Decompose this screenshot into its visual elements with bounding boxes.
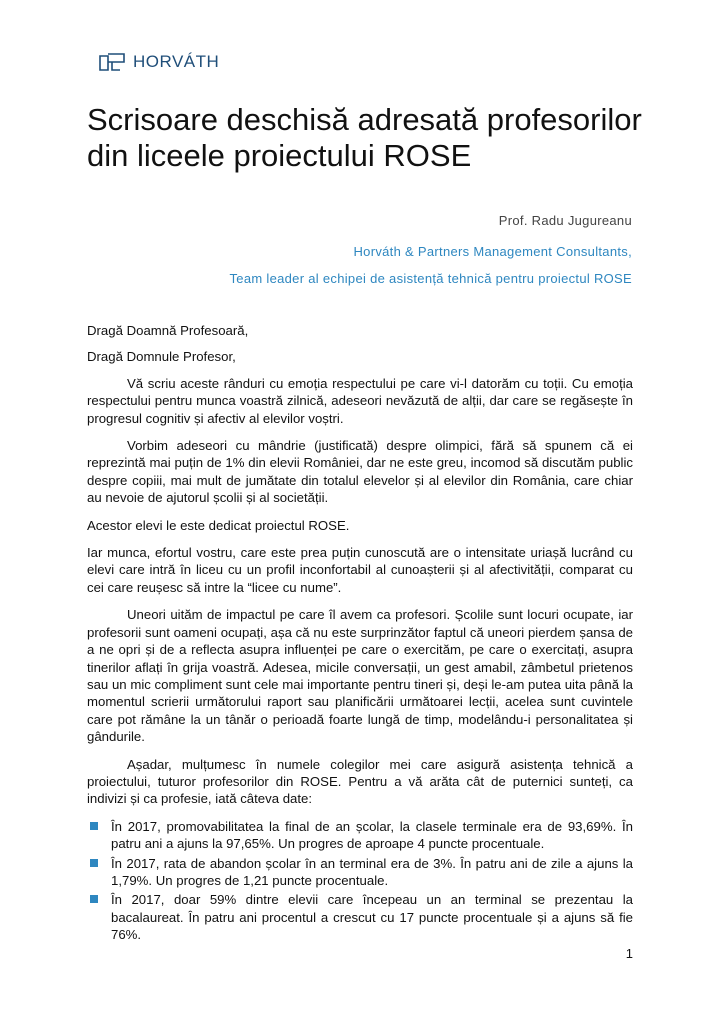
page-number: 1: [625, 946, 633, 961]
letter-body: [87, 322, 633, 946]
paragraph: Uneori uităm de impactul pe care îl avem ca profesori. Școlile sunt locuri ocupate, iar profesorii sunt oameni ocupați, așa că nu este surprinzător faptul că uneori pierdem șansa de a ne opri și de a reflecta asupra influenței pe care o exercităm, pe care o exercitați, asupra tinerilor aflați în grija voastră. Adesea, micile conversații, un gest amabil, zâmbetul prietenos sau un mic compliment sunt cele mai importante pentru tineri și, deși le-am putea uita până la momentul scrierii următorului raport sau planificării următoarei lecții, acelea sunt cuvintele care pot rămâne la un tânăr o perioadă foarte lungă de timp, modelându-i personalitatea și gândurile.: [87, 607, 633, 745]
list-item-text: În 2017, doar 59% dintre elevii care începeau un an terminal se prezentau la bacalaureat. În patru ani procentul a crescut cu 17 puncte procentuale și a ajuns să fie 76%.: [111, 892, 633, 943]
bullet-square-icon: [90, 895, 98, 903]
paragraph: Vă scriu aceste rânduri cu emoția respectului pe care vi-l datorăm cu toții. Cu emoția respectului pentru munca voastră zilnică, adeseori nevăzută de alții, dar care se regăsește în progresul cognitiv și afectiv al elevilor voștri.: [87, 375, 633, 426]
company-logo: [97, 50, 219, 74]
author-name: Prof. Radu Jugureanu: [498, 213, 632, 228]
list-item-text: În 2017, promovabilitatea la final de an școlar, la clasele terminale era de 93,69%. În patru ani a ajuns la 97,65%. Un progres de aproape 4 puncte procentuale.: [111, 818, 633, 852]
paragraph: Așadar, mulțumesc în numele colegilor mei care asigură asistența tehnică a proiectului, tuturor profesorilor din ROSE. Pentru a vă arăta cât de puternici sunteți, ca indivizi și ca profesie, iată câteva date:: [87, 756, 633, 807]
author-role: Team leader al echipei de asistență tehnică pentru proiectul ROSE: [229, 271, 632, 286]
author-organization: Horváth & Partners Management Consultants,: [353, 244, 632, 259]
logo-text: HORVÁTH: [133, 52, 220, 71]
document-title: Scrisoare deschisă adresată profesorilor din liceele proiectului ROSE: [87, 102, 642, 173]
list-item: [87, 891, 633, 943]
bullet-square-icon: [90, 859, 98, 867]
horvath-logo-icon: [97, 50, 127, 74]
paragraph: Acestor elevi le este dedicat proiectul ROSE.: [87, 517, 350, 533]
list-item: [87, 818, 633, 853]
paragraph: Vorbim adeseori cu mândrie (justificată) despre olimpici, fără să spunem că ei reprezintă mai puțin de 1% din elevii României, dar ne este greu, incomod să discutăm public despre copiii, mai mult de jumătate din totalul elevelor și al elevilor din România, care chiar au nevoie de ajutorul școlii și al societății.: [87, 438, 633, 506]
salutation: Dragă Doamnă Profesoară,: [87, 323, 249, 338]
list-item-text: În 2017, rata de abandon școlar în an terminal era de 3%. În patru ani de zile a ajuns la 1,79%. Un progres de 1,21 puncte procentuale.: [111, 855, 633, 888]
statistics-list: [87, 818, 633, 944]
paragraph: Iar munca, efortul vostru, care este prea puțin cunoscută are o intensitate uriașă lucrând cu elevi care intră în liceu cu un profil inconfortabil al cunoașterii și al afectivității, comparat cu cei care reușesc să intre la “licee cu nume”.: [87, 545, 633, 595]
list-item: [87, 855, 633, 890]
salutation: Dragă Domnule Profesor,: [87, 349, 236, 365]
bullet-square-icon: [90, 822, 98, 830]
